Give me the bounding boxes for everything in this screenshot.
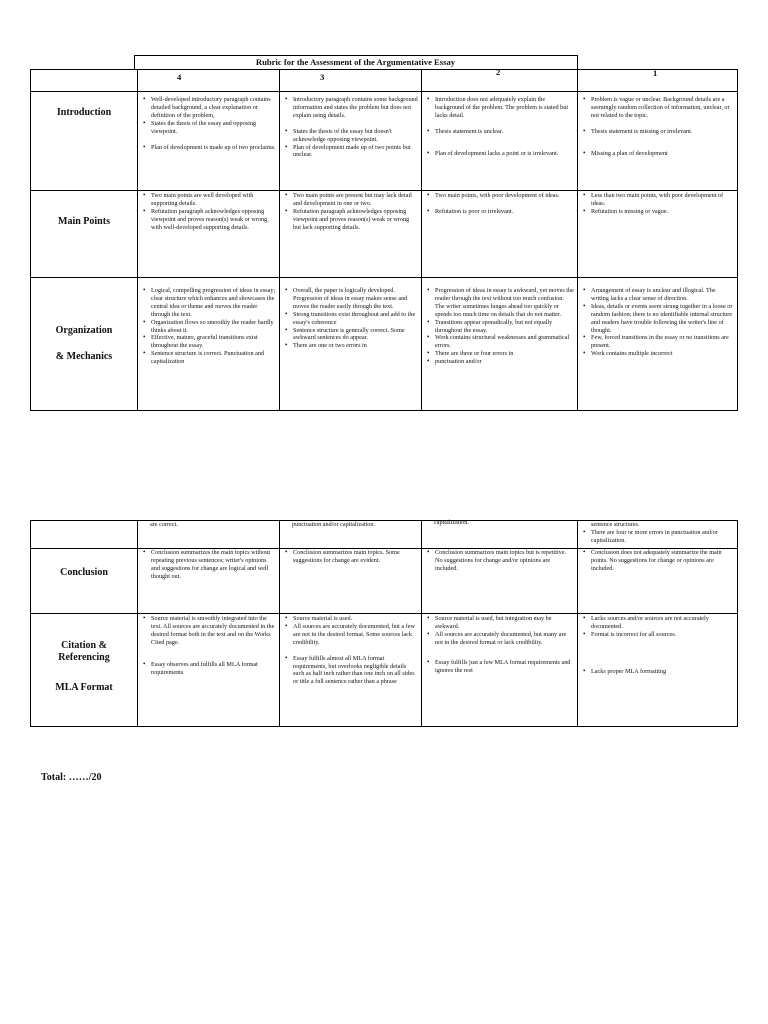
organization-cont-cell-3: punctuation and/or capitalization. (292, 521, 375, 528)
organization-cell-2: • Progression of ideas in essay is awkward, yet moves the reader through the text without too much confusion. The writer sometimes lunges ahead too quickly or spends too much time on details that do not matter. • Transitions appear sporadically, but not equally throughout the essay. • Work contains structural weaknesses and grammatical errors. • There are three or four errors in • punctuation and/or (426, 287, 574, 410)
score-header-2: 2 (496, 67, 501, 77)
organization-cont-cell-2: capitalization. (434, 519, 469, 526)
citation-cell-3: • Source material is used. • All sources are accurately documented, but a few are not in the desired format. Some sources lack credibility. • Essay fulfills almost all MLA format requirements, but overlooks negligible details such as half inch rather than one inch on all sides or title a full sentence rather than a phrase (284, 615, 418, 725)
referencing-label: Referencing (58, 652, 110, 663)
organization-cont-cell-4: are correct. (150, 521, 178, 528)
mechanics-label: & Mechanics (55, 351, 113, 362)
organization-cell-4: • Logical, compelling progression of ideas in essay; clear structure which enhances and showcases the central idea or theme and moves the reader through the text. • Organization flows so smoothly the reader hardly thinks about it. • Effective, mature, graceful transitions exist throughout the essay. • Sentence structure is correct. Punctuation and capitalization (142, 287, 276, 410)
row-label-mla-format: MLA Format (55, 682, 113, 693)
score-header-3: 3 (320, 72, 325, 82)
row-label-main-points: Main Points (58, 215, 110, 227)
introduction-cell-4: • Well-developed introductory paragraph contains detailed background, a clear explanation or definition of the problem, • States the thesis of the essay and opposing viewpoint. • Plan of development is made up of two proclaims. (142, 96, 276, 190)
total-score: Total: ……/20 (41, 772, 102, 783)
row-label-organization (31, 318, 137, 370)
citation-cell-1: • Lacks sources and/or sources are not accurately documented. • Format is incorrect for all sources. • Lacks proper MLA formatting (582, 615, 734, 725)
conclusion-cell-4: • Conclusion summarizes the main topics without repeating previous sentences; writer's opinions and suggestions for change are logical and well thought out. (142, 549, 276, 612)
citation-label: Citation & (61, 640, 107, 651)
main-points-cell-4: • Two main points are well developed with supporting details. • Refutation paragraph acknowledges opposing viewpoint and proves reason(s) weak or wrong, with well-developed supporting details. (142, 192, 276, 277)
main-points-cell-1: • Less than two main points, with poor development of ideas. • Refutation is missing or vague. (582, 192, 734, 277)
conclusion-cell-3: • Conclusion summarizes main topics. Some suggestions for change are evident. (284, 549, 418, 612)
organization-label: Organization (55, 325, 113, 336)
score-header-1: 1 (653, 68, 658, 78)
introduction-cell-2: • Introduction does not adequately explain the background of the problem. The problem is stated but lacks detail. • Thesis statement is unclear. • Plan of development lacks a point or is irrelevant. (426, 96, 574, 190)
score-header-4: 4 (177, 72, 182, 82)
main-points-cell-3: • Two main points are present but may lack detail and development in one or two. • Refutation paragraph acknowledges opposing viewpoint and proves reason(s) weak or wrong but lack supporting details. (284, 192, 418, 277)
conclusion-cell-1: • Conclusion does not adequately summarize the main points. No suggestions for change or opinions are included. (582, 549, 734, 612)
row-label-conclusion: Conclusion (60, 566, 108, 578)
organization-cell-1: • Arrangement of essay is unclear and illogical. The writing lacks a clear sense of direction. • Ideas, details or events seem strung together in a loose or random fashion; there is no identifiable internal structure and readers have trouble following the writer's line of thought. • Few, forced transitions in the essay or no transitions are present. • Work contains multiple incorrect (582, 287, 734, 410)
row-label-citation (31, 640, 137, 664)
rubric-title: Rubric for the Assessment of the Argumentative Essay (255, 57, 456, 67)
organization-cont-cell-1: sentence structures. • There are four or more errors in punctuation and/or capitalization. (582, 521, 734, 545)
row-label-introduction: Introduction (56, 106, 112, 118)
citation-cell-4: • Source material is smoothly integrated into the text. All sources are accurately documented in the desired format both in the text and on the Works Cited page. • Essay observes and fulfills all MLA format requirements (142, 615, 276, 725)
introduction-cell-1: • Problem is vague or unclear. Background details are a seemingly random collection of information, unclear, or not related to the topic. • Thesis statement is missing or irrelevant. • Missing a plan of development (582, 96, 734, 190)
introduction-cell-3: • Introductory paragraph contains some background information and states the problem but does not explain using details. • States the thesis of the essay but doesn't acknowledge opposing viewpoint. • Plan of development made up of two points but unclear. (284, 96, 418, 190)
main-points-cell-2: • Two main points, with poor development of ideas. • Refutation is poor or irrelevant. (426, 192, 574, 277)
organization-cell-3: • Overall, the paper is logically developed. Progression of ideas in essay makes sense and moves the reader easily through the text. • Strong transitions exist throughout and add to the essay's coherence • Sentence structure is generally correct. Some awkward sentences do appear. • There are one or two errors in (284, 287, 418, 410)
conclusion-cell-2: • Conclusion summarizes main topics but is repetitive. No suggestions for change and/or opinions are included. (426, 549, 574, 612)
citation-cell-2: • Source material is used, but integration may be awkward. • All sources are accurately documented, but many are not in the desired format or lack credibility. • Essay fulfills just a few MLA format requirements and ignores the rest (426, 615, 574, 725)
